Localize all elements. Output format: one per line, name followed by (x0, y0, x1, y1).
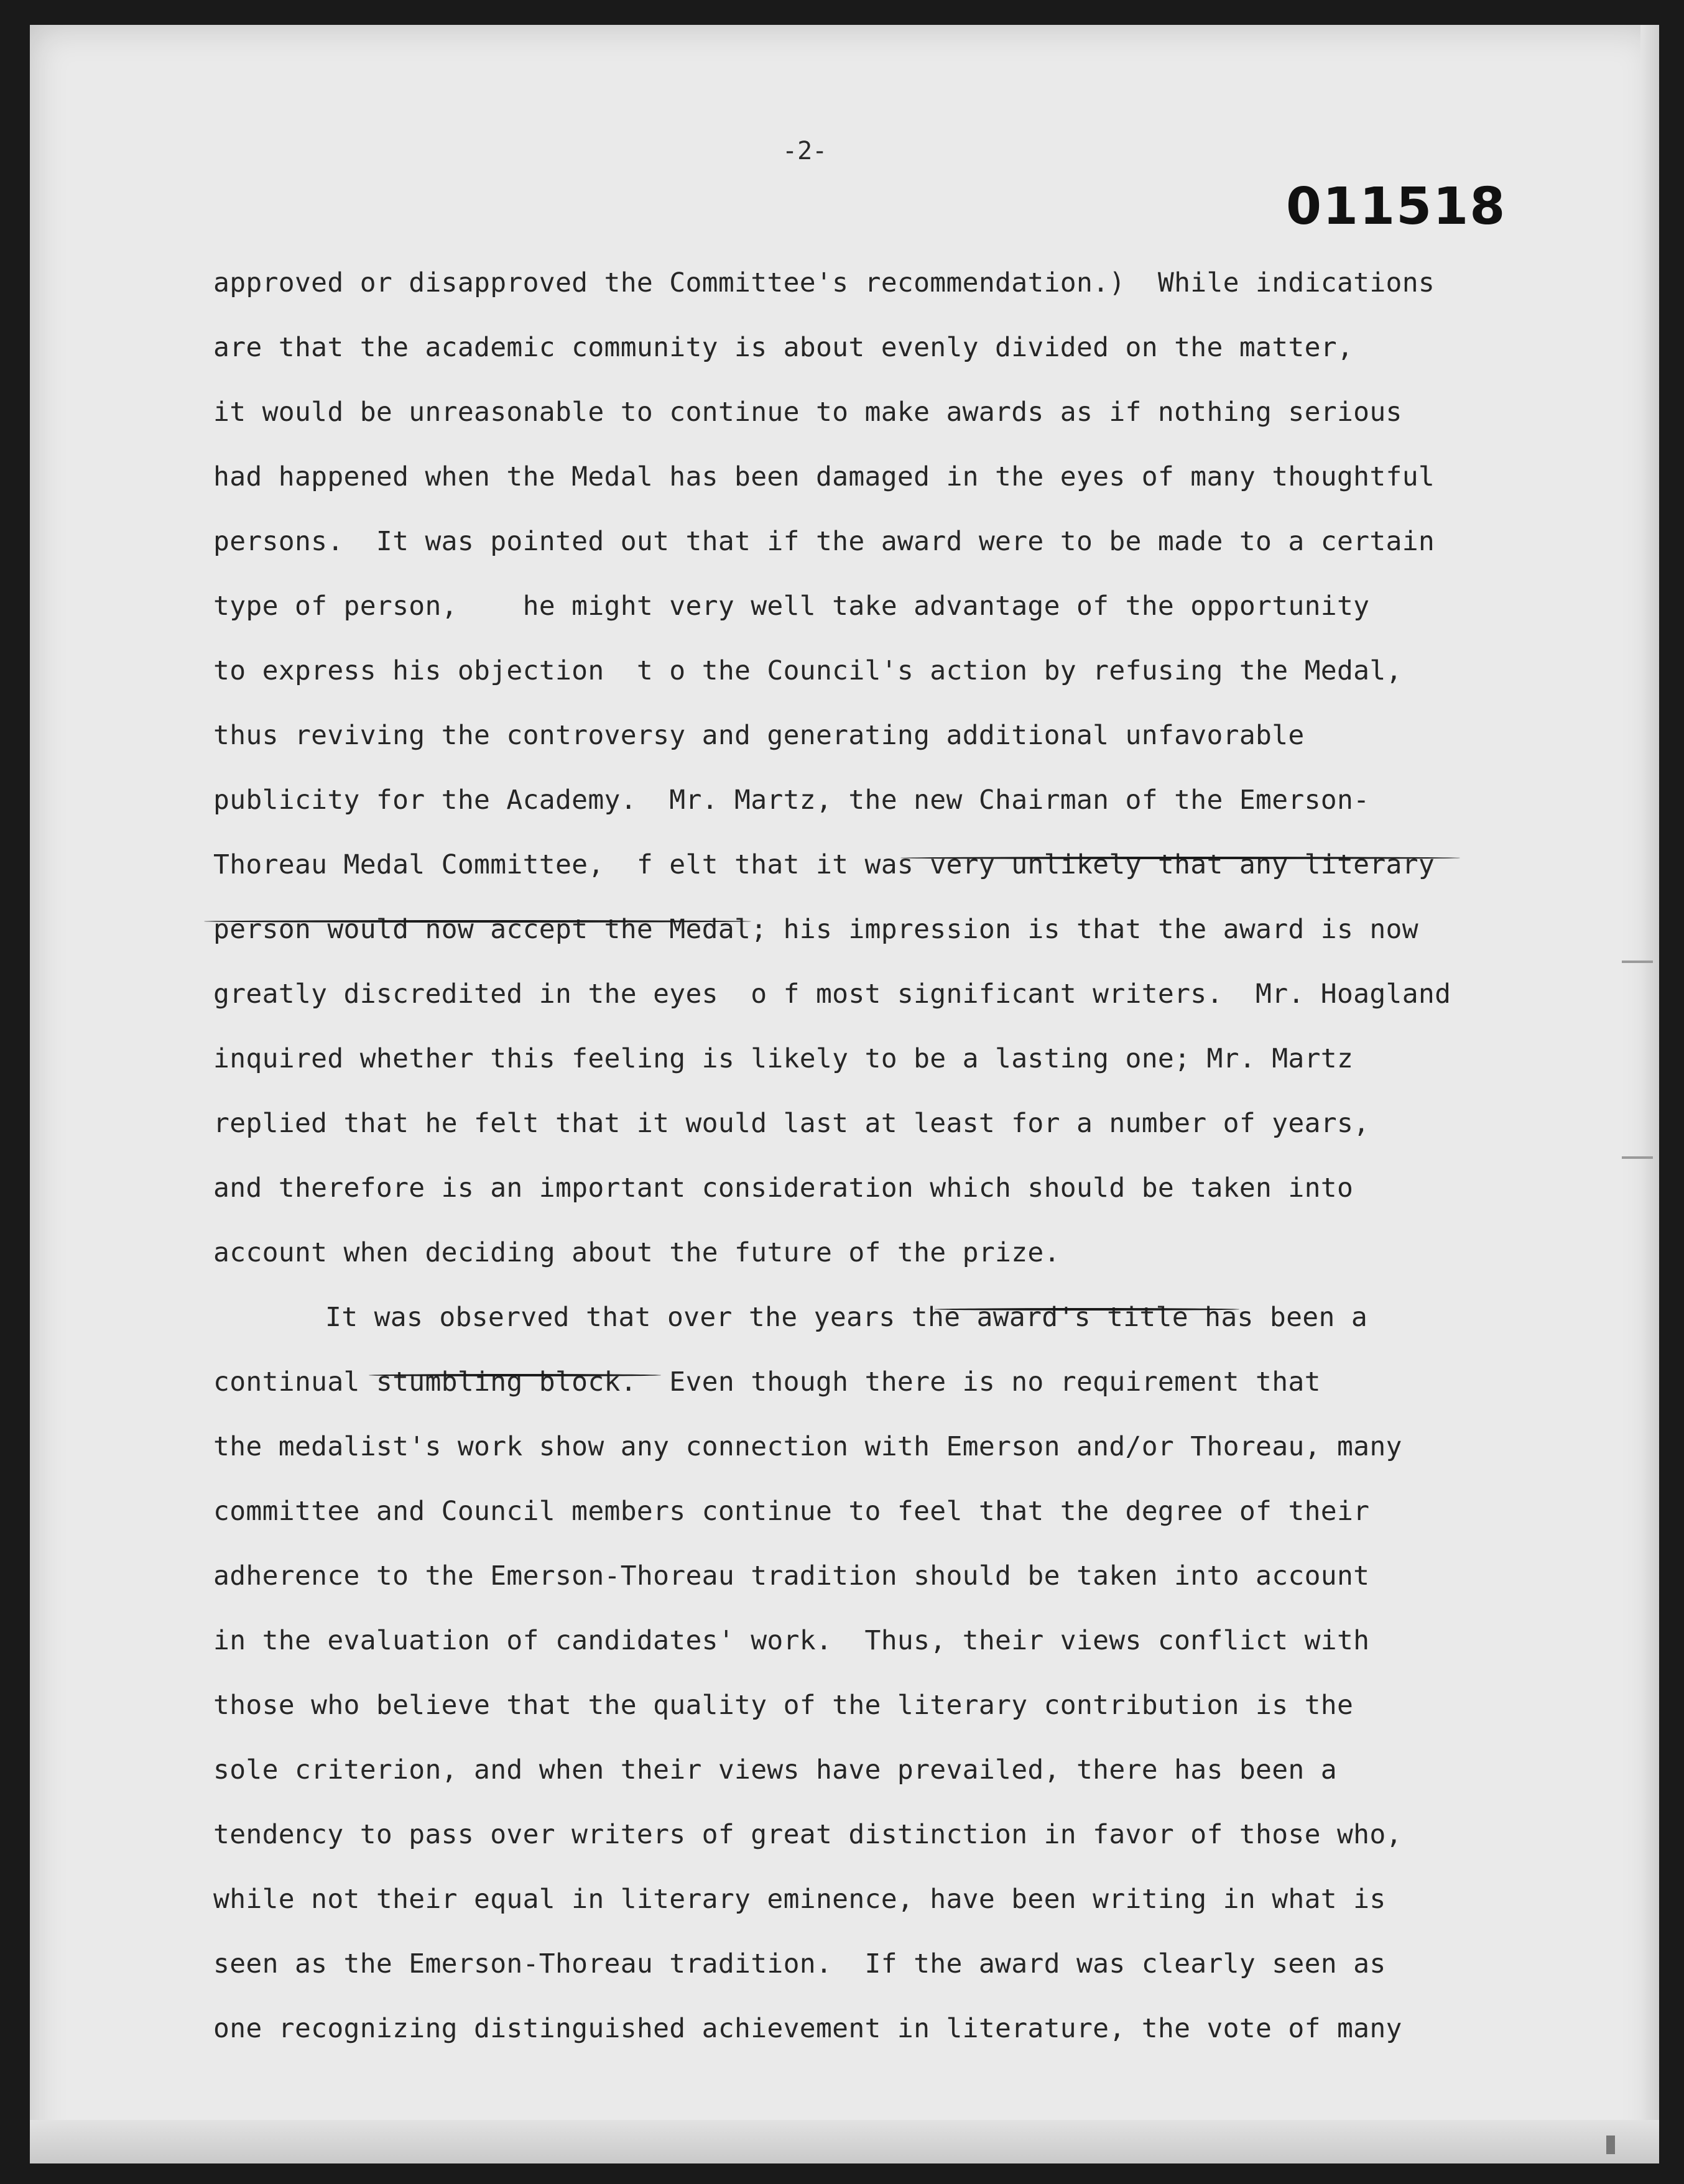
text-line: had happened when the Medal has been damaged in the eyes of many thoughtful (213, 461, 1435, 492)
document-page (30, 25, 1659, 2163)
handwritten-underline (369, 1374, 661, 1376)
text-line: approved or disapproved the Committee's recommendation.) While indications (213, 267, 1435, 298)
text-line: greatly discredited in the eyes o f most significant writers. Mr. Hoagland (213, 979, 1451, 1010)
text-line: in the evaluation of candidates' work. Thus, their views conflict with (213, 1625, 1370, 1656)
text-line: sole criterion, and when their views have prevailed, there has been a (213, 1754, 1337, 1785)
page-edge-bottom (30, 2120, 1659, 2163)
page-number: -2- (782, 137, 828, 165)
text-line: and therefore is an important consideration which should be taken into (213, 1173, 1354, 1204)
text-line: inquired whether this feeling is likely to be a lasting one; Mr. Martz (213, 1043, 1354, 1074)
page-edge-right (1640, 25, 1659, 2163)
text-line: those who believe that the quality of the literary contribution is the (213, 1690, 1354, 1721)
margin-mark (1622, 1156, 1653, 1159)
handwritten-underline (935, 1308, 1239, 1311)
text-line: are that the academic community is about evenly divided on the matter, (213, 332, 1354, 363)
handwritten-underline (900, 857, 1460, 859)
text-line: while not their equal in literary eminence, have been writing in what is (213, 1884, 1386, 1915)
text-line: adherence to the Emerson-Thoreau tradition should be taken into account (213, 1560, 1370, 1592)
margin-mark (1606, 2136, 1615, 2154)
text-line: continual stumbling block. Even though there is no requirement that (213, 1366, 1321, 1398)
text-line: It was observed that over the years the award's title has been a (325, 1302, 1368, 1333)
text-line: type of person, he might very well take advantage of the opportunity (213, 591, 1370, 622)
document-number-stamp: 011518 (1286, 177, 1507, 236)
text-line: to express his objection t o the Council's action by refusing the Medal, (213, 655, 1402, 686)
text-line: one recognizing distinguished achievement in literature, the vote of many (213, 2013, 1402, 2044)
text-line: Thoreau Medal Committee, f elt that it was very unlikely that any literary (213, 849, 1435, 880)
text-line: account when deciding about the future of the prize. (213, 1237, 1060, 1268)
text-line: it would be unreasonable to continue to make awards as if nothing serious (213, 397, 1402, 428)
text-line: the medalist's work show any connection with Emerson and/or Thoreau, many (213, 1431, 1402, 1462)
text-line: tendency to pass over writers of great distinction in favor of those who, (213, 1819, 1402, 1850)
text-line: committee and Council members continue to feel that the degree of their (213, 1496, 1370, 1527)
text-line: publicity for the Academy. Mr. Martz, the new Chairman of the Emerson- (213, 785, 1370, 816)
text-line: seen as the Emerson-Thoreau tradition. If the award was clearly seen as (213, 1948, 1386, 1979)
text-line: persons. It was pointed out that if the award were to be made to a certain (213, 526, 1435, 557)
text-line: person would now accept the Medal; his impression is that the award is now (213, 914, 1418, 945)
handwritten-underline (204, 920, 751, 923)
margin-mark (1622, 961, 1653, 963)
text-line: replied that he felt that it would last at least for a number of years, (213, 1108, 1370, 1139)
text-line: thus reviving the controversy and generating additional unfavorable (213, 720, 1305, 751)
